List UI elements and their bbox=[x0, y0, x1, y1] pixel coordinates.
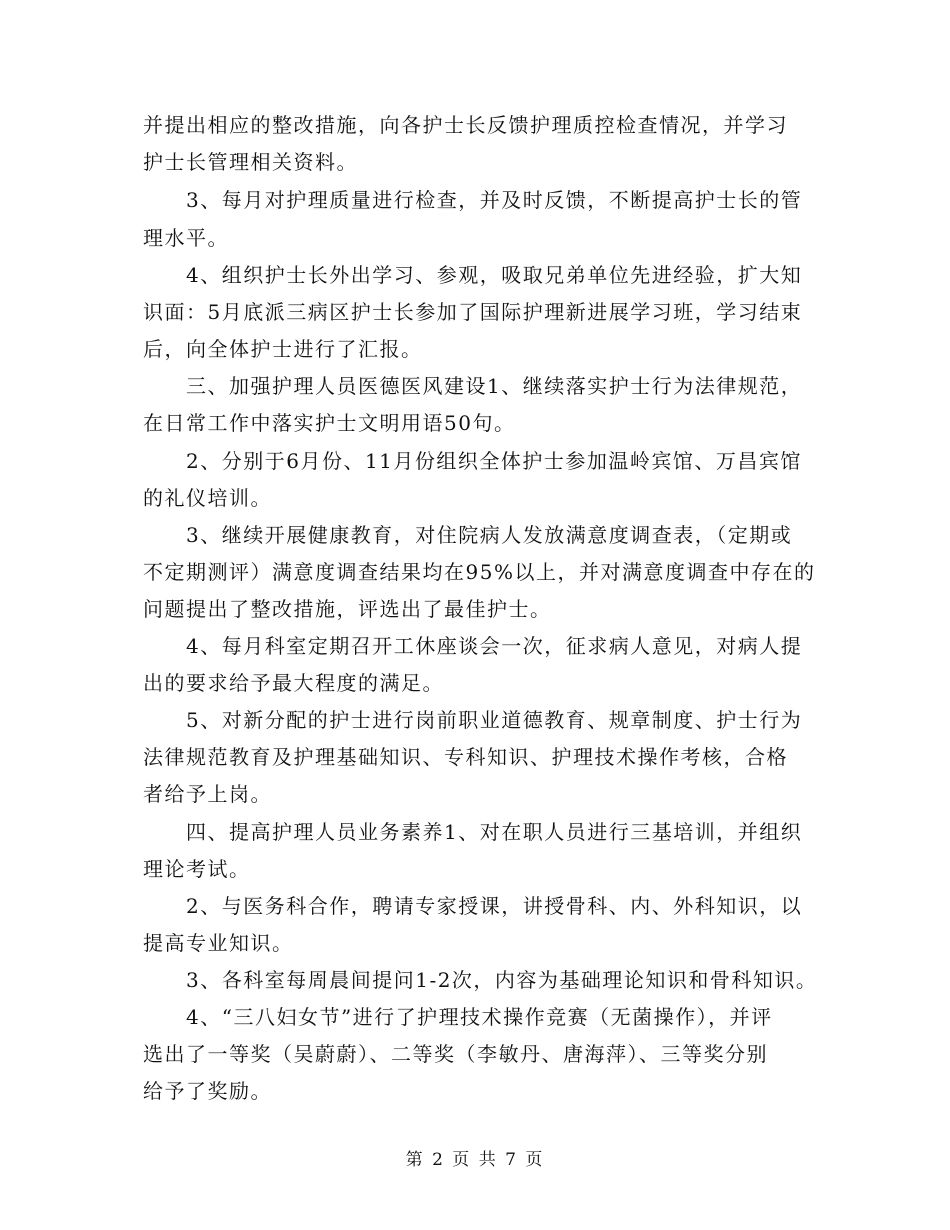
text-line: 识面：5月底派三病区护士长参加了国际护理新进展学习班，学习结束 bbox=[143, 300, 803, 324]
text-line: 2、分别于6月份、11月份组织全体护士参加温岭宾馆、万昌宾馆 bbox=[186, 449, 802, 473]
text-line: 出的要求给予最大程度的满足。 bbox=[143, 671, 444, 695]
text-line: 法律规范教育及护理基础知识、专科知识、护理技术操作考核，合格 bbox=[143, 745, 788, 769]
text-line: 在日常工作中落实护士文明用语50句。 bbox=[143, 411, 516, 435]
text-line: 3、各科室每周晨间提问1-2次，内容为基础理论知识和骨科知识。 bbox=[186, 968, 818, 992]
section-heading-line: 三、加强护理人员医德医风建设1、继续落实护士行为法律规范， bbox=[186, 374, 803, 398]
text-line: 不定期测评）满意度调查结果均在95%以上，并对满意度调查中存在的 bbox=[143, 560, 816, 584]
text-line: 的礼仪培训。 bbox=[143, 486, 272, 510]
text-line: 3、继续开展健康教育，对住院病人发放满意度调查表，（定期或 bbox=[186, 523, 793, 547]
text-line: 理论考试。 bbox=[143, 857, 251, 881]
section-heading-line: 四、提高护理人员业务素养1、对在职人员进行三基培训，并组织 bbox=[186, 820, 803, 844]
text-line: 后，向全体护士进行了汇报。 bbox=[143, 337, 423, 361]
text-line: 并提出相应的整改措施，向各护士长反馈护理质控检查情况，并学习 bbox=[143, 113, 788, 137]
text-line: 选出了一等奖（吴蔚蔚）、二等奖（李敏丹、唐海萍）、三等奖分别 bbox=[143, 1042, 768, 1066]
text-line: 2、与医务科合作，聘请专家授课，讲授骨科、内、外科知识，以 bbox=[186, 894, 803, 918]
text-line: 4、组织护士长外出学习、参观，吸取兄弟单位先进经验，扩大知 bbox=[186, 263, 803, 287]
text-line: 给予了奖励。 bbox=[143, 1079, 272, 1103]
text-line: 理水平。 bbox=[143, 226, 229, 250]
text-line: 5、对新分配的护士进行岗前职业道德教育、规章制度、护士行为 bbox=[186, 708, 803, 732]
page-footer bbox=[0, 1148, 950, 1172]
text-line: 问题提出了整改措施，评选出了最佳护士。 bbox=[143, 597, 552, 621]
text-line: 4、每月科室定期召开工休座谈会一次，征求病人意见，对病人提 bbox=[186, 634, 803, 658]
text-line: 3、每月对护理质量进行检查，并及时反馈，不断提高护士长的管 bbox=[186, 188, 803, 212]
text-line: 护士长管理相关资料。 bbox=[143, 150, 358, 174]
text-line: 者给予上岗。 bbox=[143, 782, 272, 806]
text-line: 4、“三八妇女节”进行了护理技术操作竞赛（无菌操作），并评 bbox=[186, 1005, 773, 1029]
page-number-label: 第 2 页 共 7 页 bbox=[405, 1150, 545, 1170]
text-line: 提高专业知识。 bbox=[143, 931, 294, 955]
